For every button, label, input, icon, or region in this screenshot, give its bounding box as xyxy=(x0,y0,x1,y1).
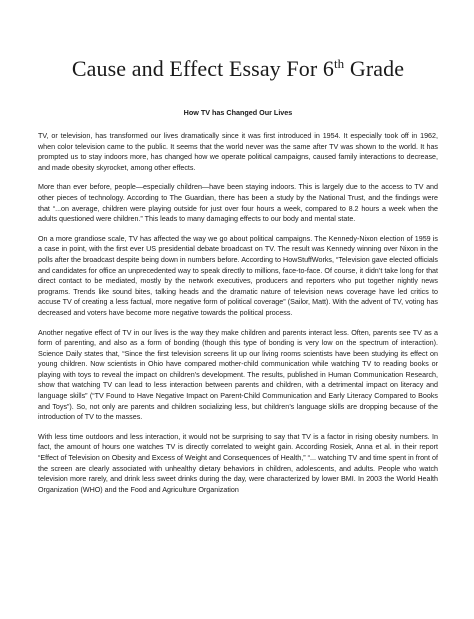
paragraph-indoors: More than ever before, people—especially children—have been staying indoors. This is largely due to the access to TV and other pieces of technology. According to The Guardian, there has been a study by the National Trust, and the findings were that “...on average, children were playing outside for just over four hours a week, compared to 8.2 hours a week when the adults questioned were children.” This leads to many damaging effects to our body and mental state. xyxy=(38,183,438,224)
title-end: Grade xyxy=(344,56,405,81)
document-title xyxy=(38,0,438,82)
essay-subtitle: How TV has Changed Our Lives xyxy=(183,108,293,117)
paragraph-obesity: With less time outdoors and less interaction, it would not be surprising to say that TV is a factor in rising obesity numbers. In fact, the amount of hours one watches TV is directly correlated to weight gain. According Rosiek, Anna et al. in their report “Effect of Television on Obesity and Excess of Weight and Consequences of Health,” “... watching TV and time spent in front of the screen are clearly associated with unhealthy dietary behaviors in children, adolescents, and adults. People who watch television more rarely, and drink less sweet drinks during the day, were characterized by lower BMI. In 2003 the World Health Organization (WHO) and the Food and Agriculture Organization xyxy=(38,432,438,494)
paragraph-intro: TV, or television, has transformed our lives dramatically since it was first introduced in 1954. It especially took off in 1962, when color television came to the public. It seems that the world never was the same after TV was shown to the world. It has prompted us to stay indoors more, has changed how we operate political campaigns, caused family interactions to decrease, and made obesity skyrocket, among other effects. xyxy=(38,132,438,172)
paragraph-family: Another negative effect of TV in our lives is the way they make children and parents interact less. Often, parents see TV as a form of parenting, and also as a form of bonding (though this type of bonding is very low on the spectrum of interaction). Science Daily states that, “Since the first television screens lit up our living rooms scientists have been studying its effect on young children. Now scientists in Ohio have compared mother-child communication while watching TV to reading books or playing with toys to reveal the impact on children’s development. The results, published in Human Communication Research, show that watching TV can lead to less interaction between parents and children, with a detrimental impact on literacy and language skills” (“TV Found to Have Negative Impact on Parent-Child Communication and Early Literacy Compared to Books and Toys”). So, not only are parents and children socializing less, but children’s language skills are dropping because of the introduction of TV to the masses. xyxy=(38,328,438,422)
paragraph-politics: On a more grandiose scale, TV has affected the way we go about political campaigns. The Kennedy-Nixon election of 1959 is a case in point, with the first ever US presidential debate broadcast on TV. The result was Kennedy winning over Nixon in the polls after the broadcast despite being down in numbers before. According to HowStuffWorks, “Television gave elected officials and candidates for office an unprecedented way to speak directly to millions, face-to-face. Of course, it didn’t take long for that direct contact to be mediated, mostly by the network executives, producers and reporters who put together nightly news programs. Trends like sound bites, talking heads and the dramatic nature of television news coverage have led critics to accuse TV of creating a less factual, more negative form of political coverage” (Sailor, Matt). With the advent of TV, voting has decreased and voters have become more negative towards the political process. xyxy=(38,234,438,317)
title-main: Cause and Effect Essay For 6 xyxy=(71,56,334,81)
title-superscript: th xyxy=(333,56,345,71)
